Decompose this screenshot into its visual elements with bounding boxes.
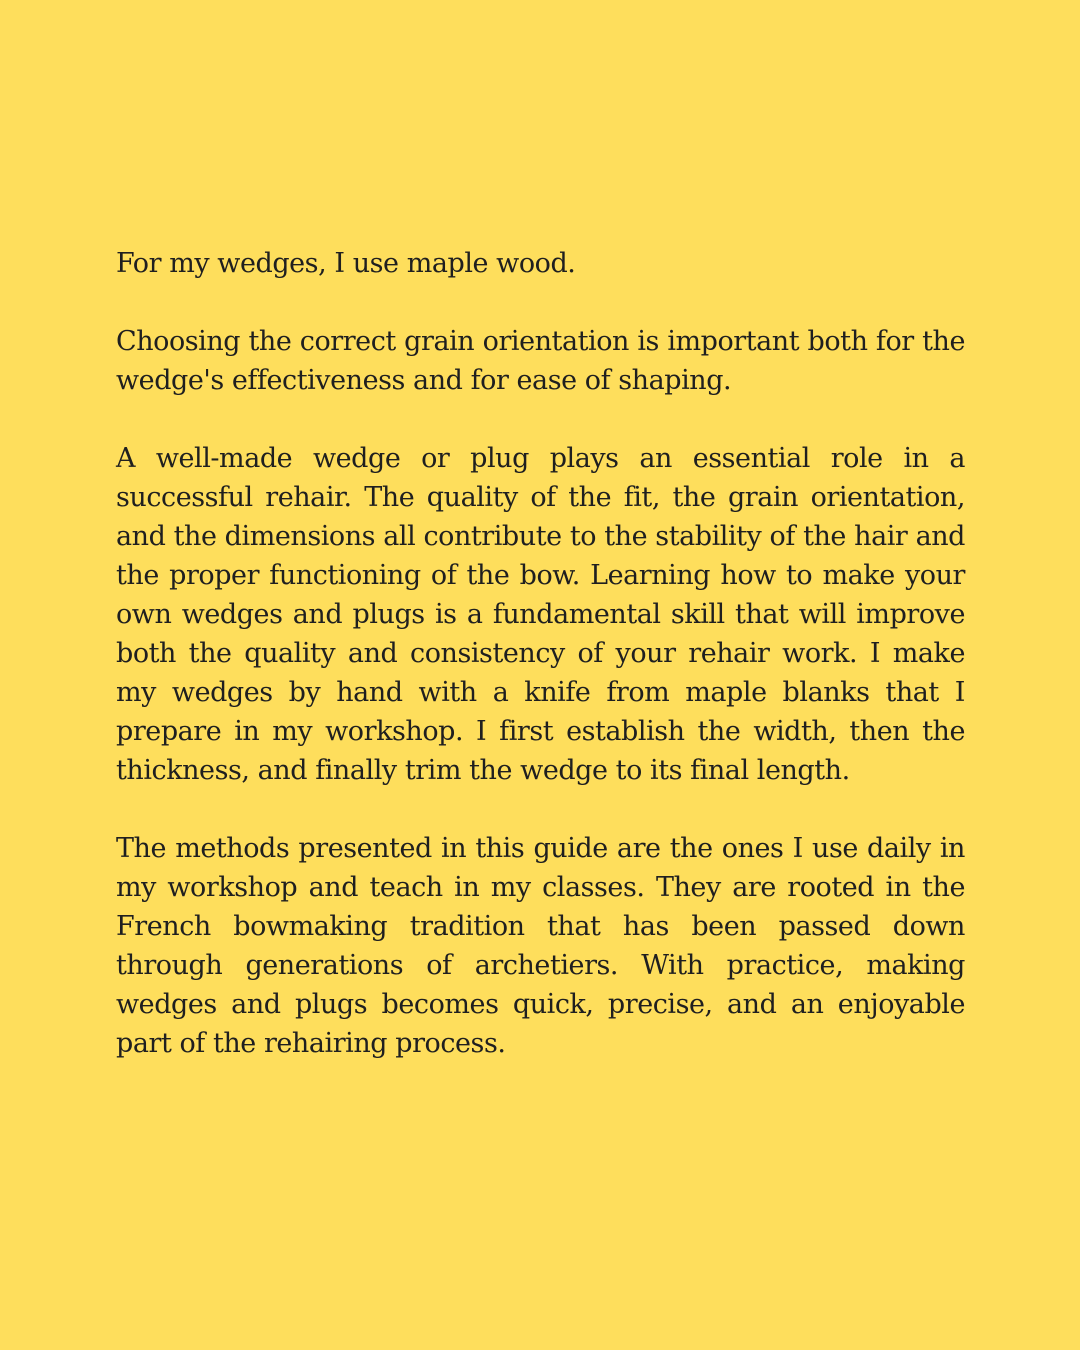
- paragraph-grain-orientation: Choosing the correct grain orientation is important both for the wedge's effectiveness and for ease of shaping.: [116, 326, 965, 396]
- paragraph-methods: The methods presented in this guide are the ones I use daily in my workshop and teach in my classes. They are rooted in the French bowmaking tradition that has been passed down through generations of archetiers. With practice, making wedges and plugs becomes quick, precise, and an enjoyable part of the rehairing process.: [116, 833, 965, 1059]
- paragraph-wedge-making: A well-made wedge or plug plays an essential role in a successful rehair. The quality of the fit, the grain orientation, and the dimensions all contribute to the stability of the hair and the proper functioning of the bow. Learning how to make your own wedges and plugs is a fundamental skill that will improve both the quality and consistency of your rehair work. I make my wedges by hand with a knife from maple blanks that I prepare in my workshop. I first establish the width, then the thickness, and finally trim the wedge to its final length.: [116, 443, 965, 786]
- text-page: [116, 244, 965, 1063]
- paragraph-intro: For my wedges, I use maple wood.: [116, 248, 576, 279]
